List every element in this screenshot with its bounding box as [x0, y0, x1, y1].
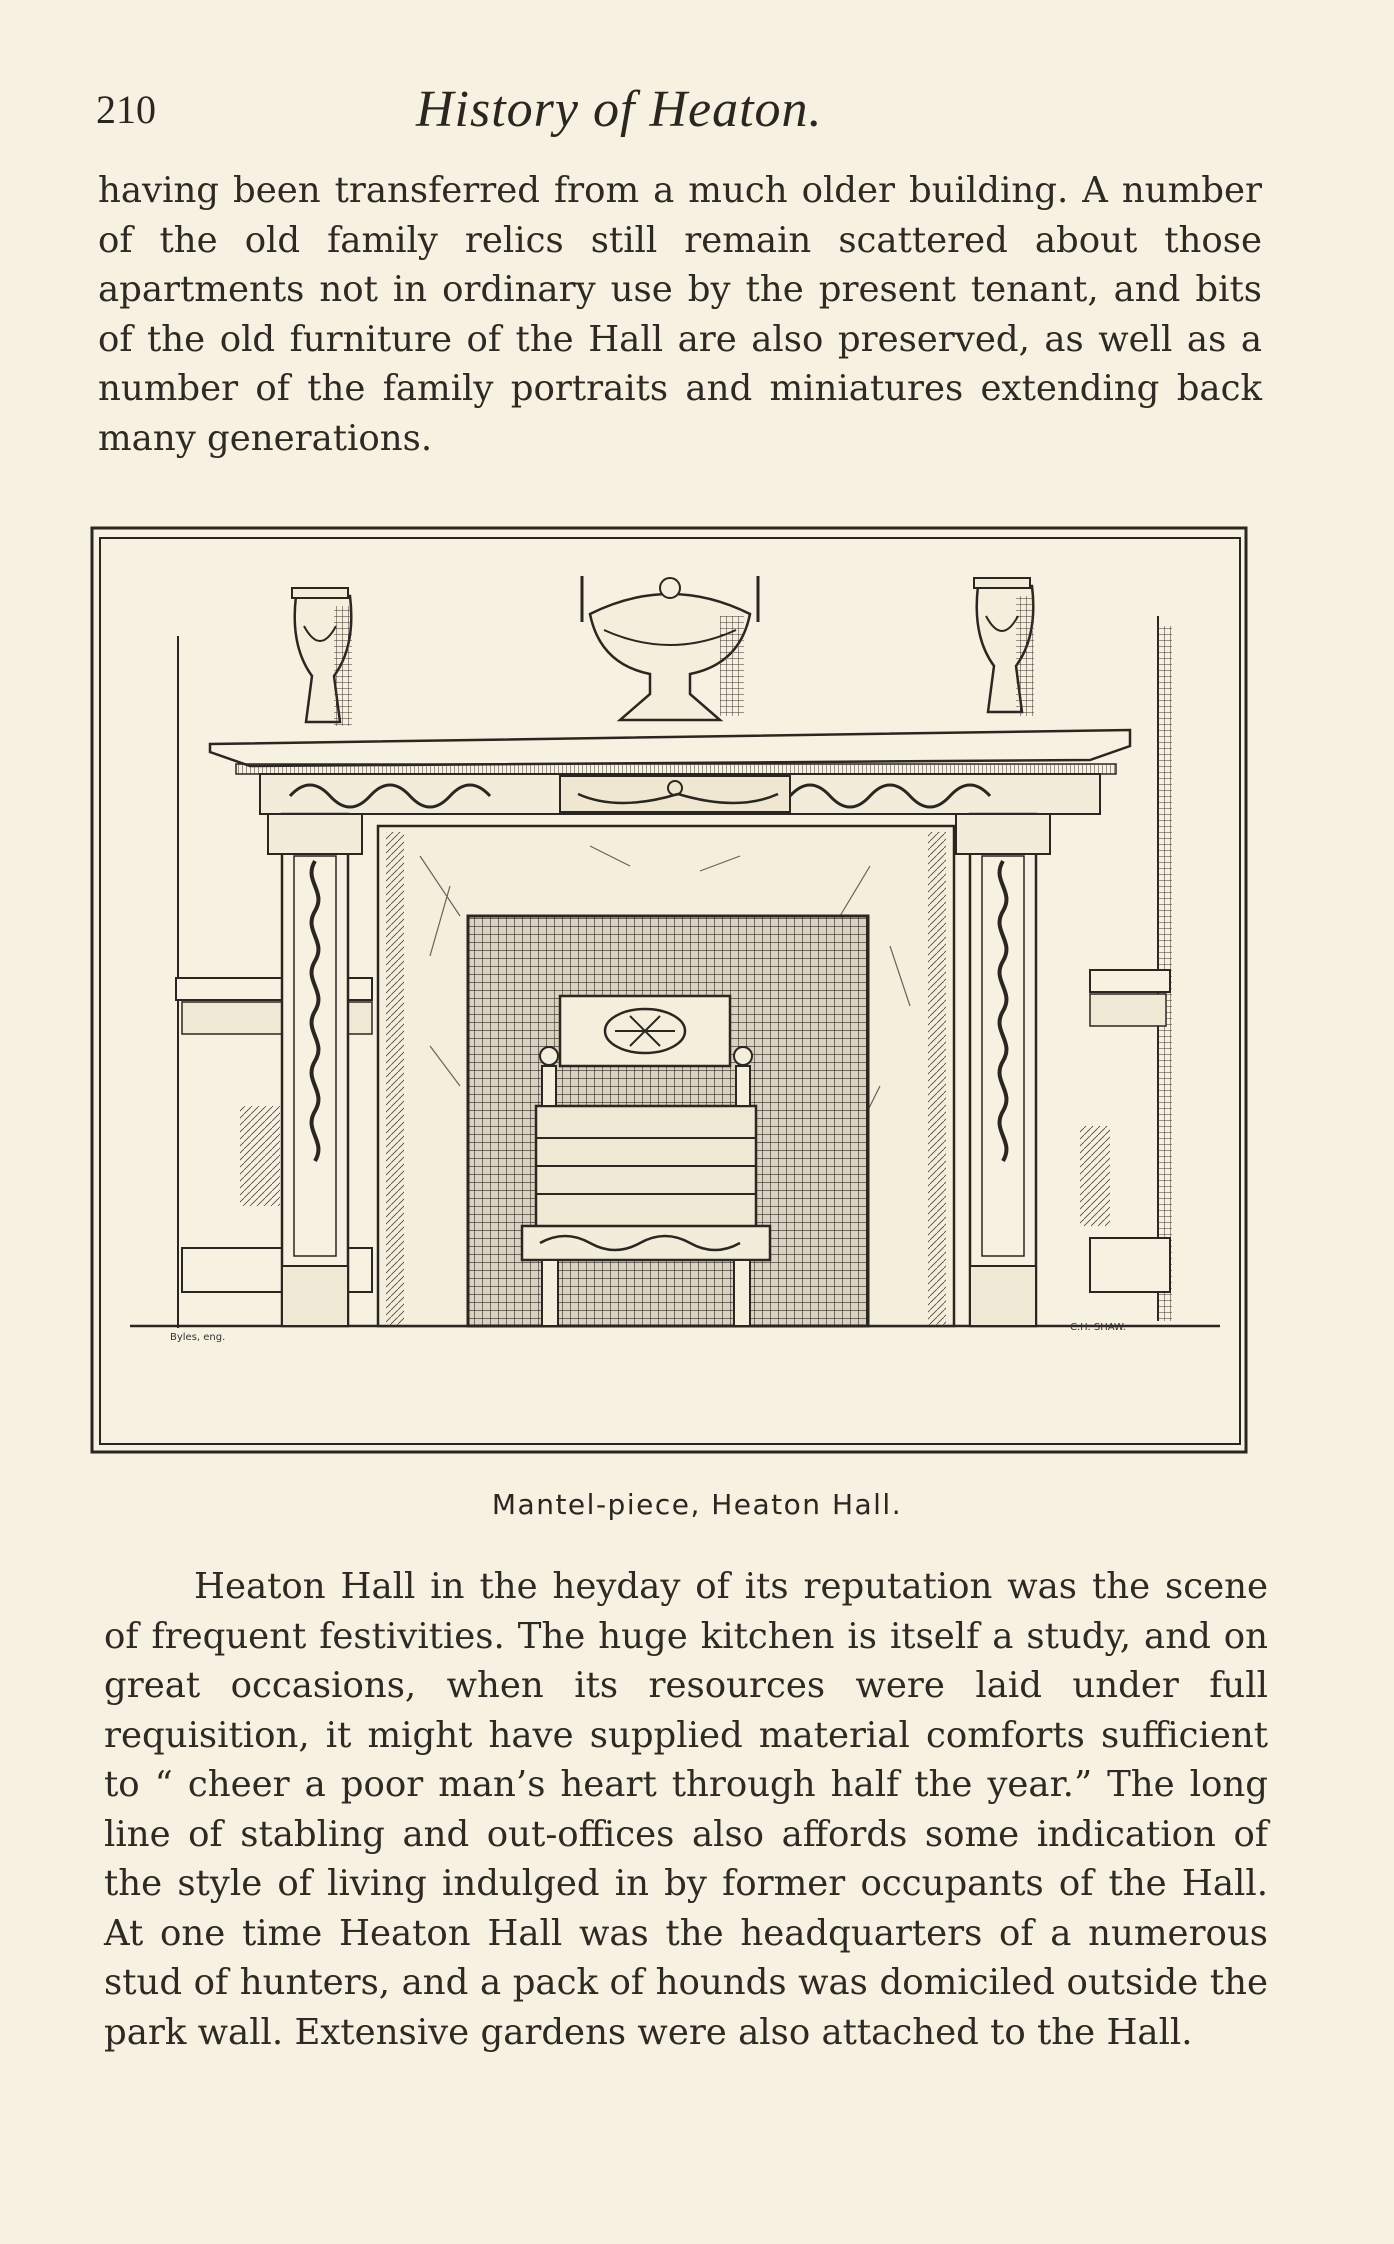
mantelpiece-illustration [90, 526, 1250, 1456]
page-number: 210 [96, 87, 156, 132]
left-urn [292, 588, 352, 726]
mantel-shelf [210, 730, 1130, 766]
engraver-credit: Byles, eng. [170, 1332, 226, 1343]
running-title: History of Heaton. [416, 81, 823, 138]
paragraph-2: Heaton Hall in the heyday of its reputation was the scene of frequent festivities. The huge kitchen is itself a study, and on great occasions, when its resources were laid under full requisition, it might have supplied material comforts sufficient to “ cheer a poor man’s heart through half the year.” The long line of stabling and out-offices also affords some indication of the style of living indulged in by former occupants of the Hall. At one time Heaton Hall was the headquarters of a numerous stud of hunters, and a pack of hounds was domiciled outside the park wall. Extensive gardens were also attached to the Hall. [104, 1566, 1268, 2053]
center-urn [582, 576, 758, 720]
page-header [96, 80, 1296, 150]
right-urn [974, 578, 1034, 716]
paragraph-1: having been transferred from a much older building. A number of the old family relics still remain scattered about those apartments not in ordinary use by the present tenant, and bits of the old furniture of the Hall are also preserved, as well as a number of the family portraits and miniatures extending back many generations. [98, 170, 1262, 459]
figure-caption: Mantel-piece, Heaton Hall. [491, 1488, 903, 1521]
artist-credit: C.H. SHAW. [1070, 1322, 1126, 1333]
